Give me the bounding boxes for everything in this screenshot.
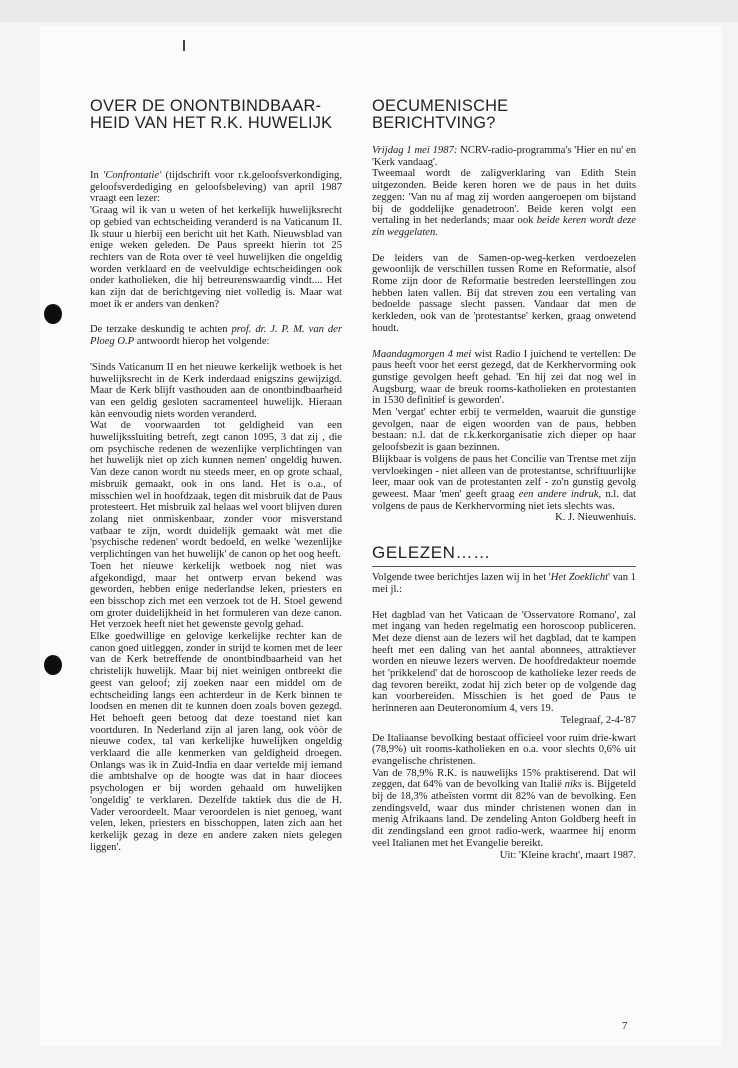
source-title: Het Zoeklicht <box>550 572 609 584</box>
source-credit: Telegraaf, 2-4-'87 <box>560 714 636 726</box>
paragraph: Vrijdag 1 mei 1987: NCRV-radio-programma's 'Hier en nu' en 'Kerk vandaag'. <box>372 145 636 168</box>
paragraph: De leiders van de Samen-op-weg-kerken verdoezelen gewoonlijk de verschillen tussen Rome en Reformatie, alsof Rome zijn door de Reformatie bestreden leerstellingen zou hebben laten vallen. Bij dat streven zou een vertaling van bedoelde passage slecht passen. Vandaar dat men de kerkleden, ook van de 'protestantse' kerken, graag onwetend houdt. <box>372 252 636 334</box>
title-line-2: BERICHTVING? <box>372 114 496 132</box>
paragraph: Toen het nieuwe kerkelijk wetboek nog niet was afgekondigd, maar het ontwerp ervan bekend was geworden, hebben enige nederlandse leken, priesters en een bisschop zich met een verzoek tot de H. Stoel gewend om groter duidelijkheid in het formuleren van deze canon. Het verzoek heeft niet het gewenste gevolg gehad. <box>90 560 342 631</box>
paragraph: Blijkbaar is volgens de paus het Concilie van Trentse met zijn vervloekingen - niet alleen van de protestantse, schriftuurlijke leer, maar ook van de protestanten zelf - zo'n gunstig gevolg geweest. Maar 'men' geeft graag een andere indruk, n.l. dat volgens de paus de Kerkhervorming niet iets slechts was. <box>372 453 636 512</box>
author-name: prof. dr. J. P. M. van der Ploeg O.P <box>90 324 342 348</box>
paragraph: 'Graag wil ik van u weten of het kerkelijk huwelijksrecht op gebied van echtscheiding veranderd is na Vaticanum II. Ik stuur u hierbij een bericht uit het Kath. Nieuwsblad van enige weken geleden. De Paus spreekt hierin tot 25 rechters van de Rota over tè veel huwelijken die ongeldig worden verklaard en de veelvuldige echtscheidingen ook onder katholieken, die hij betreurenswaardig vindt.... Het kan zijn dat de berichtgeving niet volledig is. Maar wat moet ik er anders van denken? <box>90 205 342 310</box>
section-rule <box>372 566 636 567</box>
paragraph: De Italiaanse bevolking bestaat officieel voor ruim drie-kwart (78,9%) uit rooms-katholieken en o.a. voor slechts 0,6% uit evangelische christenen. <box>372 732 636 767</box>
source-credit: Uit: 'Kleine kracht', maart 1987. <box>499 849 636 861</box>
emphasis: beide keren wordt deze zin weggelaten. <box>372 215 636 238</box>
article-title-oecumenische <box>372 98 636 132</box>
date-label: Maandagmorgen 4 mei <box>372 348 472 360</box>
binder-hole-top <box>44 304 62 324</box>
section-title-gelezen: GELEZEN…… <box>372 543 491 563</box>
paragraph: De terzake deskundig te achten prof. dr. J. P. M. van der Ploeg O.P antwoordt hierop het volgende: <box>90 324 342 348</box>
emphasis: niks <box>564 779 582 791</box>
paragraph: Van de 78,9% R.K. is nauwelijks 15% praktiserend. Dat wil zeggen, dat 64% van de bevolking van Italië niks is. Bijgeteld bij de 18,3% atheïsten vormt dit 82% van de bevolking. Een zendingsveld, waar dus minder christenen wonen dan in menig Afrikaans land. De zendeling Anton Goldberg heeft in dit zendingsland een groot radio-werk, waarmee hij enorm veel Italianen met het Evangelie bereikt. <box>372 767 636 849</box>
article-title-onontbindbaarheid <box>90 98 342 132</box>
paragraph: Elke goedwillige en gelovige kerkelijke rechter kan de canon goed uitleggen, zonder in strijd te komen met de leer van de Kerk betreffende de onontbindbaarheid van het christelijk huwelijk. Maar bij niet weinigen ontbreekt die geest van geloof; zij zoeken naar een middel om de echtscheiding langs een achterdeur in de Kerk binnen te loodsen en menen dit te kunnen doen zoals boven gezegd. Het behoeft geen betoog dat deze toestand niet kan voortduren. In Nederland zijn al jaren lang, ook vòòr de nieuwe codex, tal van kerkelijke huwelijken ongeldig verklaard die alle kenmerken van geldigheid droegen. Onlangs was ik in Zuid-India en daar vertelde mij iemand die ambtshalve op de hoogte was dat in haar diocees psychologen er bij worden gehaald om huwelijken 'ongeldig' te verklaren. Dezelfde taktiek dus die de H. Vader veroordeelt. Maar veroordelen is niet genoeg, want velen, leken, priesters en bisschoppen, laten zich aan het kerkelijk gezag in deze en andere zaken niets gelegen liggen'. <box>90 631 342 853</box>
signature: K. J. Nieuwenhuis. <box>555 512 636 524</box>
paragraph: Tweemaal wordt de zaligverklaring van Edith Stein uitgezonden. Beide keren horen we de paus in het duits zeggen: 'Van nu af mag zij worden aangeroepen om bijstand bij de goddelijke genadetroon'. Beide keren volgt een vertaling in het nederlands; maar ook beide keren wordt deze zin weggelaten. <box>372 168 636 238</box>
title-line-2: HEID VAN HET R.K. HUWELIJK <box>90 114 333 132</box>
title-line-1: OVER DE ONONTBINDBAAR- <box>90 97 322 115</box>
paragraph: 'Sinds Vaticanum II en het nieuwe kerkelijk wetboek is het huwelijksrecht in de Kerk inderdaad enigszins gewijzigd. Maar de Kerk blijft vasthouden aan de onontbindbaarheid van een geldig gesloten sacramenteel huwelijk. Hieraan kàn eenvoudig niets worden veranderd. <box>90 361 342 420</box>
paragraph: In 'Confrontatie' (tijdschrift voor r.k.geloofsverkondiging, geloofsverdediging en geloofsbeleving) van april 1987 vraagt een lezer: <box>90 170 342 205</box>
title-line-1: OECUMENISCHE <box>372 97 509 115</box>
emphasis: een andere indruk <box>518 488 599 500</box>
date-label: Vrijdag 1 mei 1987: <box>372 145 458 156</box>
page-number: 7 <box>622 1020 628 1032</box>
ink-mark <box>183 40 185 51</box>
paragraph: Volgende twee berichtjes lazen wij in het 'Het Zoeklicht' van 1 mei jl.: <box>372 572 636 595</box>
paragraph: Wat de voorwaarden tot geldigheid van een huwelijkssluiting betreft, zegt canon 1095, 3 dat zij , die om psychische redenen de wezenlijke verplichtingen van het huwelijk niet op zich kunnen nemen' ongeldig huwen. Van deze canon wordt nu steeds meer, en op grote schaal, misbruik gemaakt, ook in ons land. Het is o.a., of misschien wel in hoofdzaak, tegen dit misbruik dat de Paus protesteert. Het misbruik zal helaas wel voort blijven duren zolang niet onmiskenbaar, zonder voor misverstand vatbaar te zijn, wordt duidelijk gemaakt wàt met die 'psychische redenen' wordt bedoeld, en welke 'wezenlijke verplichtingen van het huwelijk' de canon op het oog heeft. <box>90 420 342 561</box>
paragraph: Het dagblad van het Vaticaan de 'Osservatore Romano', zal met ingang van heden regelmatig een horoscoop publiceren. Met deze dienst aan de lezers wil het dagblad, dat te kampen heeft met een daling van het aantal abonnees, attraktiever worden en nieuwe lezers werven. De hoofdredakteur noemde het 'prikkelend' dat de horoscoop de katholieke lezer reeds de dag tevoren bereikt, zodat hij zich beter op de volgende dag kan voorbereiden. Misschien is het goed de Paus te herinneren aan Deuteronomium 4, vers 19. <box>372 609 636 715</box>
scan-top-band <box>0 0 738 22</box>
source-title: 'Confrontatie' <box>103 170 162 181</box>
paragraph: Men 'vergat' echter erbij te vermelden, waaruit die gunstige gevolgen, naar de eigen woorden van de paus, hebben bestaan: n.l. dat de r.k.kerkorganisatie zich dieper op haar geloofsbezit is gaan bezinnen. <box>372 407 636 454</box>
paragraph: Maandagmorgen 4 mei wist Radio I juichend te vertellen: De paus heeft voor het eerst gezegd, dat de Kerkhervorming ook gunstige gevolgen heeft gehad. 'En hij zei dat nog wel in Augsburg, waar de breuk rooms-katholieken en protestanten in 1530 definitief is geworden'. <box>372 348 637 407</box>
article-right <box>372 98 636 861</box>
binder-hole-bottom <box>44 655 62 675</box>
article-left <box>90 98 342 853</box>
